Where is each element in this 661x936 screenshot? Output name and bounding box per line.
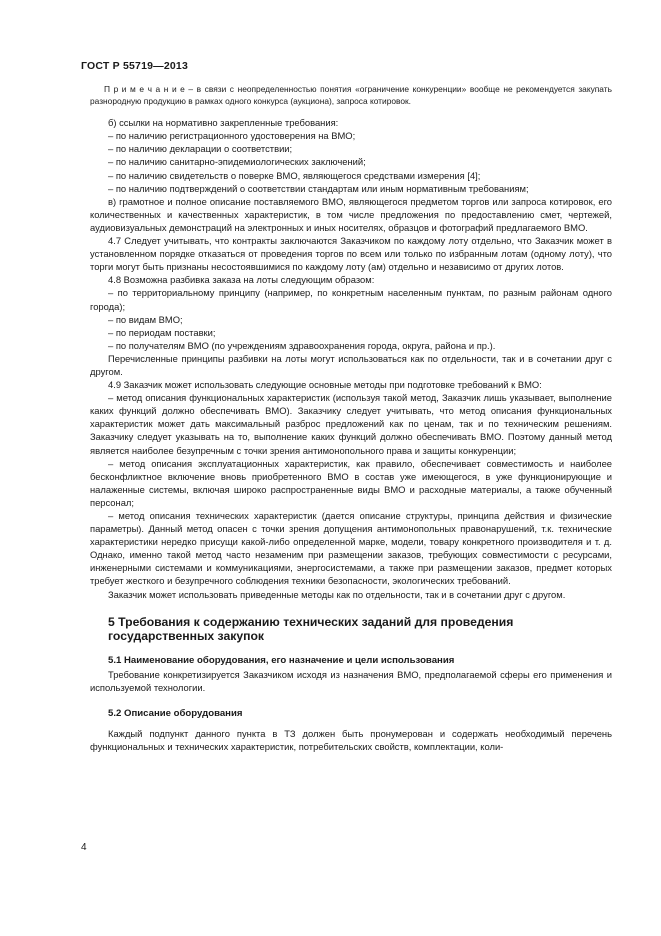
list-item: – по наличию декларации о соответствии; [108, 143, 293, 155]
subsection-title: 5.2 Описание оборудования [108, 707, 243, 719]
paragraph: 4.7 Следует учитывать, что контракты заключаются Заказчиком по каждому лоту отдельно, что Заказчик может в установленном порядке отказаться от проведения торгов по всем или только по избранным лотам (одному лоту), что торги могут быть признаны несостоявшимися по каждому лоту (ам) отдельно и независимо от других лотов. [90, 235, 612, 273]
paragraph: б) ссылки на нормативно закрепленные требования: [108, 117, 339, 129]
paragraph: Каждый подпункт данного пункта в ТЗ должен быть пронумерован и содержать необходимый перечень функциональных и технических характеристик, потребительских свойств, комплектации, коли- [90, 728, 612, 753]
list-item: – по видам ВМО; [108, 313, 183, 325]
list-item: – по получателям ВМО (по учреждениям здравоохранения города, округа, района и пр.). [108, 339, 496, 351]
section-title: 5 Требования к содержанию технических заданий для проведения государственных закупок [108, 614, 514, 644]
list-item: – по периодам поставки; [108, 326, 216, 338]
list-item: – метод описания технических характеристик (дается описание структуры, принципа действия и физические параметры). Данный метод опасен с точки зрения допущения антимонопольных правонарушений, т.к. технические характеристики нередко присущи какой-либо определенной марке, модели, товару конкретного производителя и т. д. Однако, именно такой метод часто незаменим при размещении заказов, требующих совместимости с ресурсами, инженерными системами и коммуникациями, энергосистемами, а также при размещении заказов, предмет которых требует жесткого и безупречного соблюдения техники безопасности, экологических требований. [90, 510, 612, 587]
list-item: – метод описания эксплуатационных характеристик, как правило, обеспечивает совместимость и наиболее бесконфликтное включение вновь приобретенного ВМО в состав уже имеющегося, в уже функционирующие и налаженные системы, включая широко распространенные виды ВМО и расходные материалы, а также обученный персонал; [90, 457, 612, 508]
paragraph: Заказчик может использовать приведенные методы как по отдельности, так и в сочетании друг с другом. [108, 588, 566, 600]
list-item: – по наличию подтверждений о соответствии стандартам или иным нормативным требованиям; [108, 182, 529, 194]
list-item: – по наличию санитарно-эпидемиологических заключений; [108, 156, 366, 168]
paragraph: Перечисленные принципы разбивки на лоты могут использоваться как по отдельности, так и в сочетании друг с другом. [90, 352, 612, 377]
page-number: 4 [81, 842, 87, 853]
paragraph: Требование конкретизируется Заказчиком исходя из назначения ВМО, предполагаемой сферы его применения и используемой технологии. [90, 668, 612, 693]
subsection-title: 5.1 Наименование оборудования, его назначение и цели использования [108, 654, 455, 666]
document-body [90, 84, 612, 753]
note-paragraph: П р и м е ч а н и е – в связи с неопределенностью понятия «ограничение конкуренции» вообще не рекомендуется закупать разнородную продукцию в рамках одного конкурса (аукциона), запроса котировок. [90, 84, 612, 106]
standard-header: ГОСТ Р 55719—2013 [81, 60, 189, 72]
list-item: – по наличию свидетельств о поверке ВМО, являющегося средствами измерения [4]; [108, 169, 481, 181]
list-item: – метод описания функциональных характеристик (используя такой метод, Заказчик лишь указывает, выполнение каких функций должно обеспечивать ВМО). Заказчику следует учитывать, что метод описания функциональных характеристик может дать максимальный разброс предложений как по ценам, так и по техническим решениям. Заказчику следует указывать на то, выполнение каких функций должно обеспечивать ВМО. Поэтому данный метод является наиболее безупречным с точки зрения антимонопольного права и защиты конкуренции; [90, 392, 612, 456]
list-item: – по наличию регистрационного удостоверения на ВМО; [108, 130, 356, 142]
list-item: – по территориальному принципу (например, по конкретным населенным пунктам, по разным районам одного города); [90, 287, 612, 312]
paragraph: 4.8 Возможна разбивка заказа на лоты следующим образом: [108, 274, 375, 286]
paragraph: в) грамотное и полное описание поставляемого ВМО, являющегося предметом торгов или запроса котировок, его количественных и качественных характеристик, в том числе предложения по предоставлению смет, чертежей, аудиовизуальных демонстраций на электронных и иных носителях, образцов и фотографий предлагаемого ВМО. [90, 195, 612, 233]
paragraph: 4.9 Заказчик может использовать следующие основные методы при подготовке требований к ВМО: [108, 379, 542, 391]
